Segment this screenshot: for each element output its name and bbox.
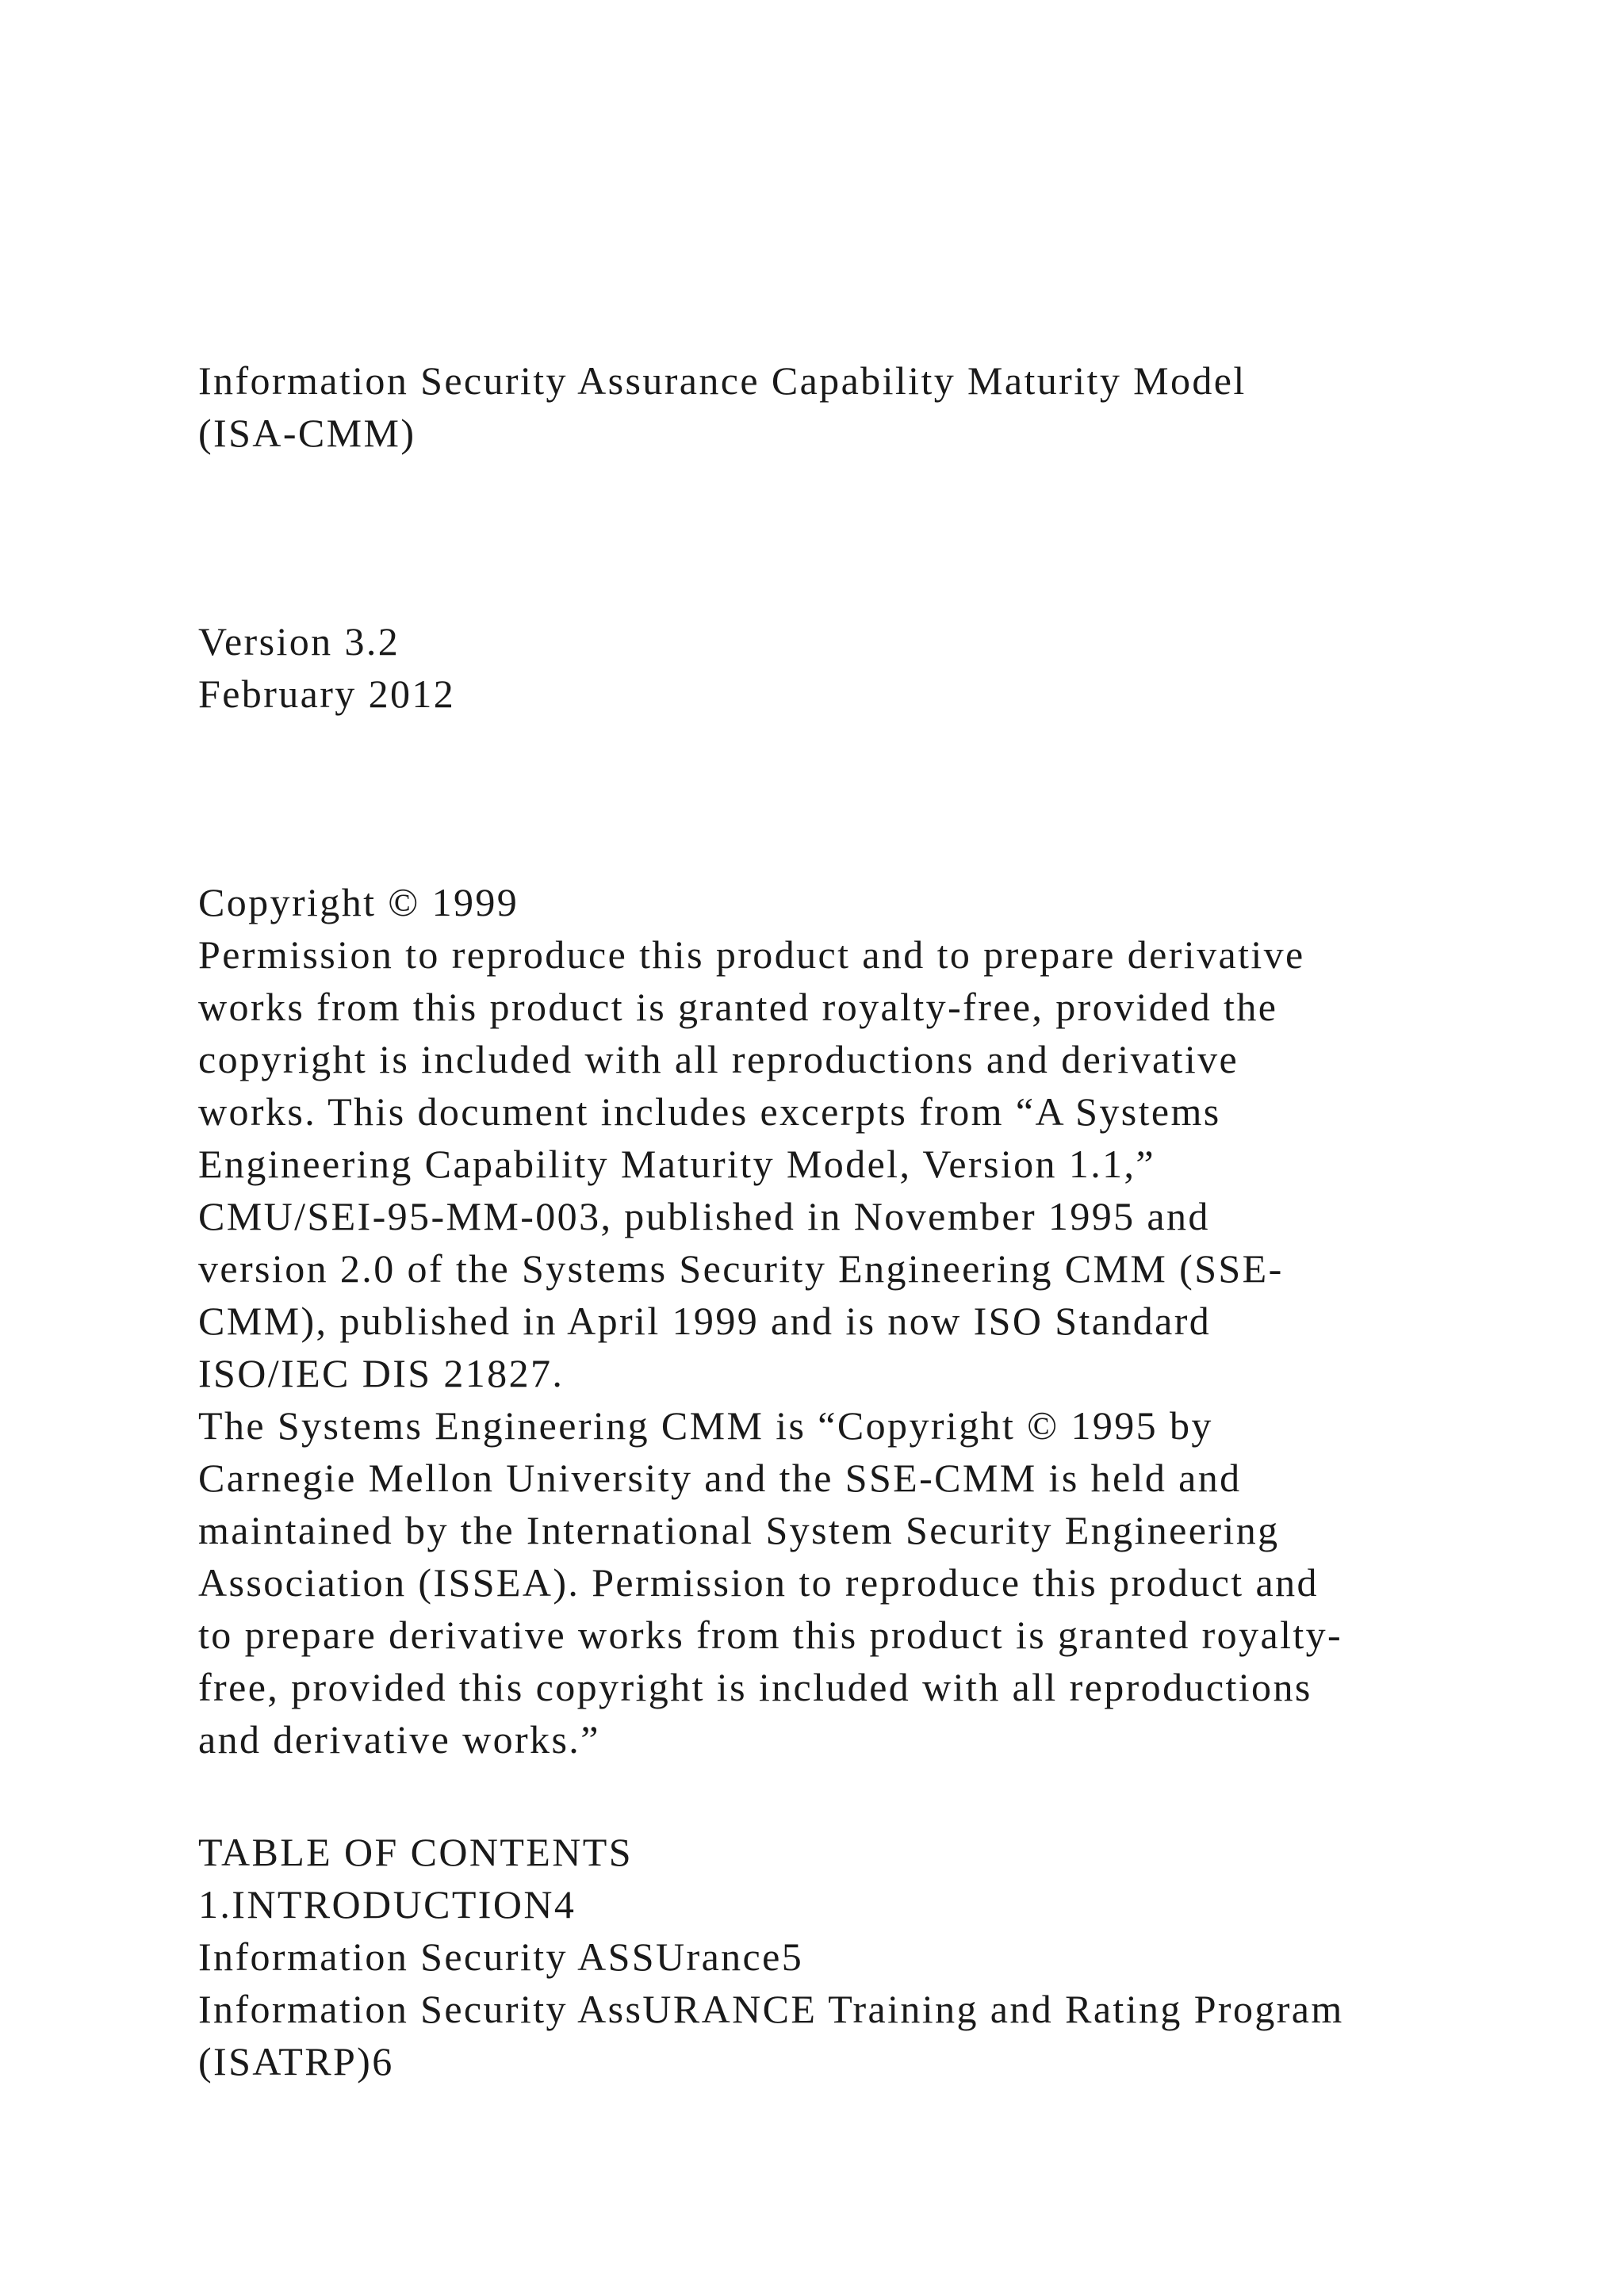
copyright-line: Association (ISSEA). Permission to reproduce this product and	[198, 1560, 1319, 1605]
title-line: (ISA-CMM)	[198, 411, 416, 455]
copyright-line: Carnegie Mellon University and the SSE-CMM is held and	[198, 1456, 1242, 1500]
version-date: February 2012	[198, 672, 456, 716]
copyright-line: works. This document includes excerpts from “A Systems	[198, 1089, 1221, 1134]
copyright-line: maintained by the International System Security Engineering	[198, 1508, 1280, 1552]
toc-entry: (ISATRP)6	[198, 2039, 394, 2084]
copyright-line: Permission to reproduce this product and to prepare derivative	[198, 932, 1305, 977]
copyright-line: Engineering Capability Maturity Model, Version 1.1,”	[198, 1142, 1156, 1186]
copyright-line: copyright is included with all reproductions and derivative	[198, 1037, 1239, 1081]
document-title	[198, 354, 1546, 459]
table-of-contents	[198, 1826, 1546, 2087]
copyright-line: The Systems Engineering CMM is “Copyright © 1995 by	[198, 1403, 1213, 1448]
copyright-line: version 2.0 of the Systems Security Engineering CMM (SSE-	[198, 1246, 1284, 1291]
toc-entry: Information Security AssURANCE Training and Rating Program	[198, 1987, 1344, 2031]
version-info	[198, 615, 1546, 720]
copyright-line: to prepare derivative works from this product is granted royalty-	[198, 1613, 1343, 1657]
toc-heading: TABLE OF CONTENTS	[198, 1830, 633, 1874]
copyright-heading: Copyright © 1999	[198, 880, 519, 924]
copyright-line: works from this product is granted royalty-free, provided the	[198, 985, 1278, 1029]
title-line: Information Security Assurance Capability Maturity Model	[198, 358, 1247, 403]
copyright-line: CMU/SEI-95-MM-003, published in November 1995 and	[198, 1194, 1210, 1238]
toc-entry: 1.INTRODUCTION4	[198, 1882, 576, 1927]
copyright-line: ISO/IEC DIS 21827.	[198, 1351, 565, 1395]
copyright-line: free, provided this copyright is included with all reproductions	[198, 1665, 1312, 1709]
copyright-section	[198, 876, 1546, 1766]
version-number: Version 3.2	[198, 619, 400, 664]
toc-entry: Information Security ASSUrance5	[198, 1934, 804, 1979]
copyright-line: and derivative works.”	[198, 1717, 600, 1762]
copyright-line: CMM), published in April 1999 and is now ISO Standard	[198, 1299, 1212, 1343]
